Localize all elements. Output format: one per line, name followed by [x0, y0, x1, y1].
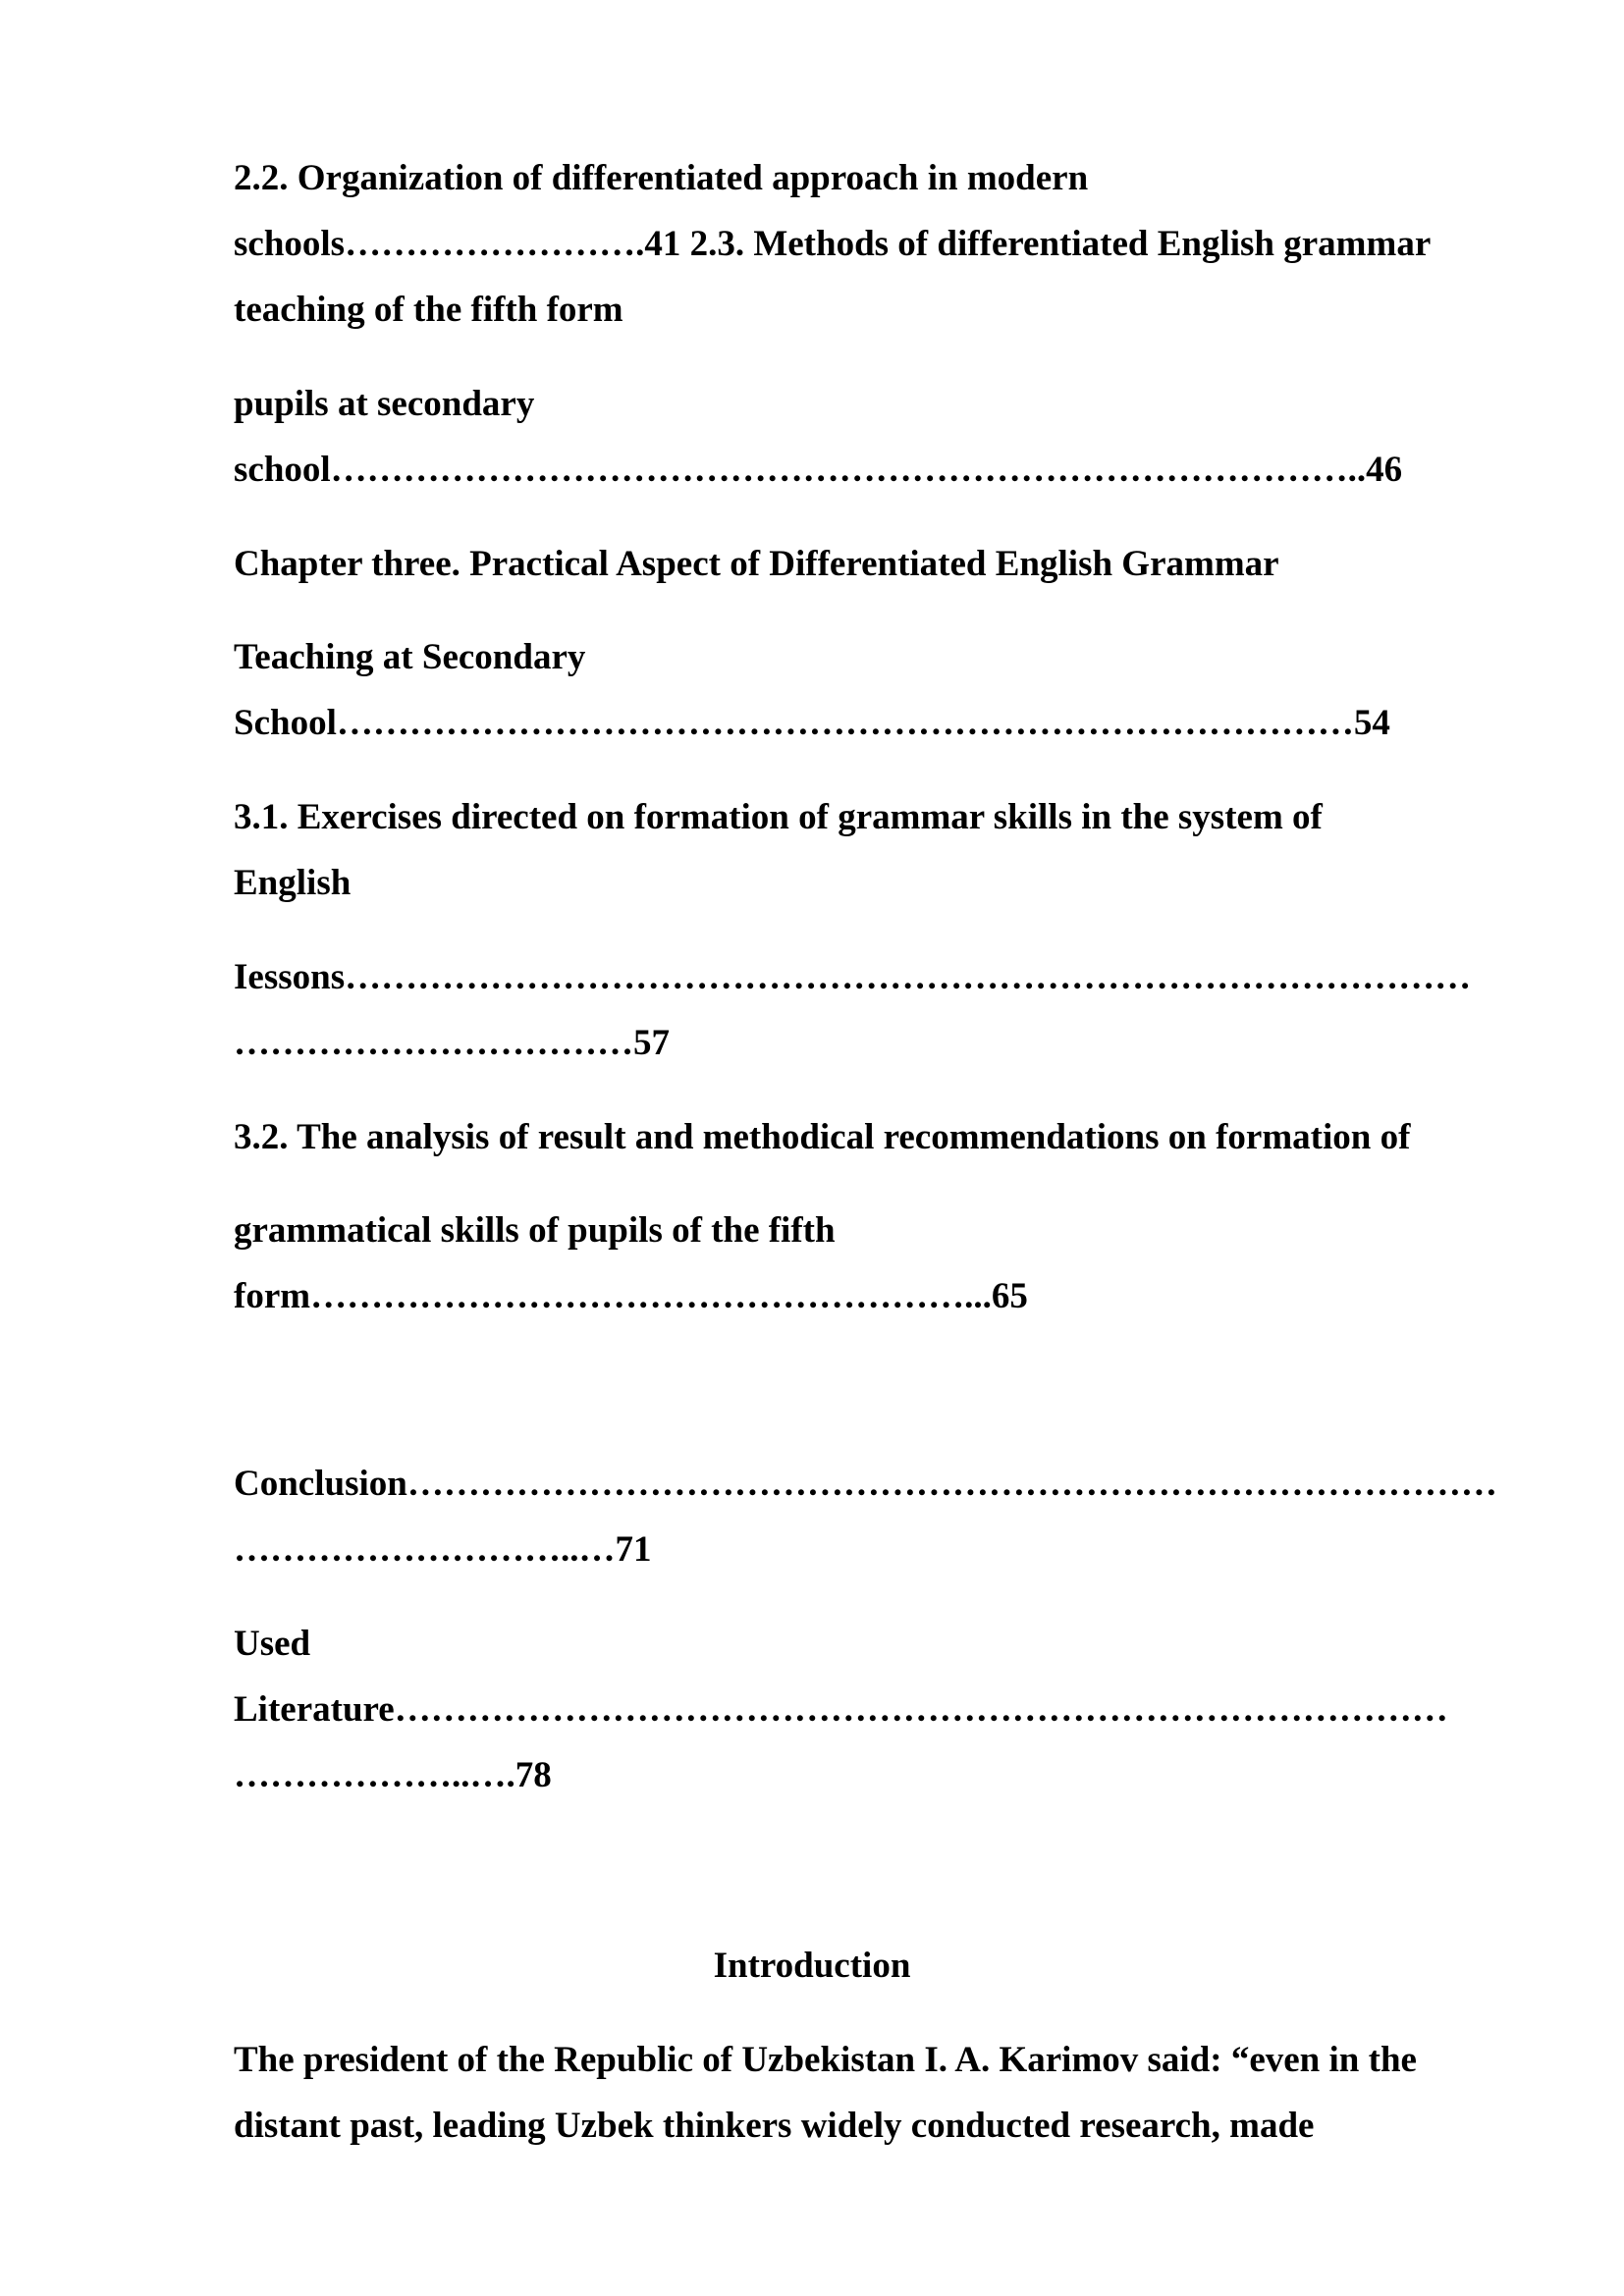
toc-line-3-1-page: ……………………………57	[234, 1023, 670, 1063]
toc-line-3-2-page: form………………………………………………...65	[234, 1276, 1028, 1316]
toc-line-3-1-lessons: Iessons…………………………………………………………………………………	[234, 957, 1472, 997]
toc-line-conclusion: Conclusion………………………………………………………………………………	[234, 1464, 1497, 1504]
introduction-heading: Introduction	[713, 1946, 911, 1986]
toc-line-chapter-three-title-cont: Teaching at Secondary	[234, 637, 586, 677]
introduction-paragraph-line-1: The president of the Republic of Uzbekistan I. A. Karimov said: “even in the	[234, 2040, 1417, 2080]
introduction-paragraph-line-2: distant past, leading Uzbek thinkers widely conducted research, made	[234, 2106, 1315, 2146]
toc-line-3-2-title: 3.2. The analysis of result and methodical recommendations on formation of	[234, 1117, 1411, 1157]
toc-line-2-3-page: school…………………………………………………………………………..46	[234, 450, 1403, 490]
toc-line-3-1-title: 3.1. Exercises directed on formation of grammar skills in the system of	[234, 797, 1323, 837]
toc-line-chapter-three-page: School…………………………………………………………………………54	[234, 703, 1390, 743]
toc-line-3-2-title-cont: grammatical skills of pupils of the fifth	[234, 1210, 836, 1251]
toc-line-2-2-page-and-2-3-title: schools…………………….41 2.3. Methods of differentiated English grammar	[234, 224, 1432, 264]
toc-line-3-1-title-cont: English	[234, 863, 352, 903]
toc-line-2-3-title-cont: teaching of the fifth form	[234, 290, 623, 330]
toc-line-2-2-title: 2.2. Organization of differentiated approach in modern	[234, 158, 1089, 198]
toc-line-conclusion-page: ………………………..…71	[234, 1529, 652, 1570]
toc-line-literature: Literature……………………………………………………………………………	[234, 1689, 1448, 1730]
toc-line-2-3-title-cont2: pupils at secondary	[234, 384, 535, 424]
toc-line-used: Used	[234, 1624, 311, 1664]
toc-line-chapter-three-title: Chapter three. Practical Aspect of Differentiated English Grammar	[234, 544, 1279, 584]
toc-line-literature-page: ………………..….78	[234, 1755, 552, 1795]
